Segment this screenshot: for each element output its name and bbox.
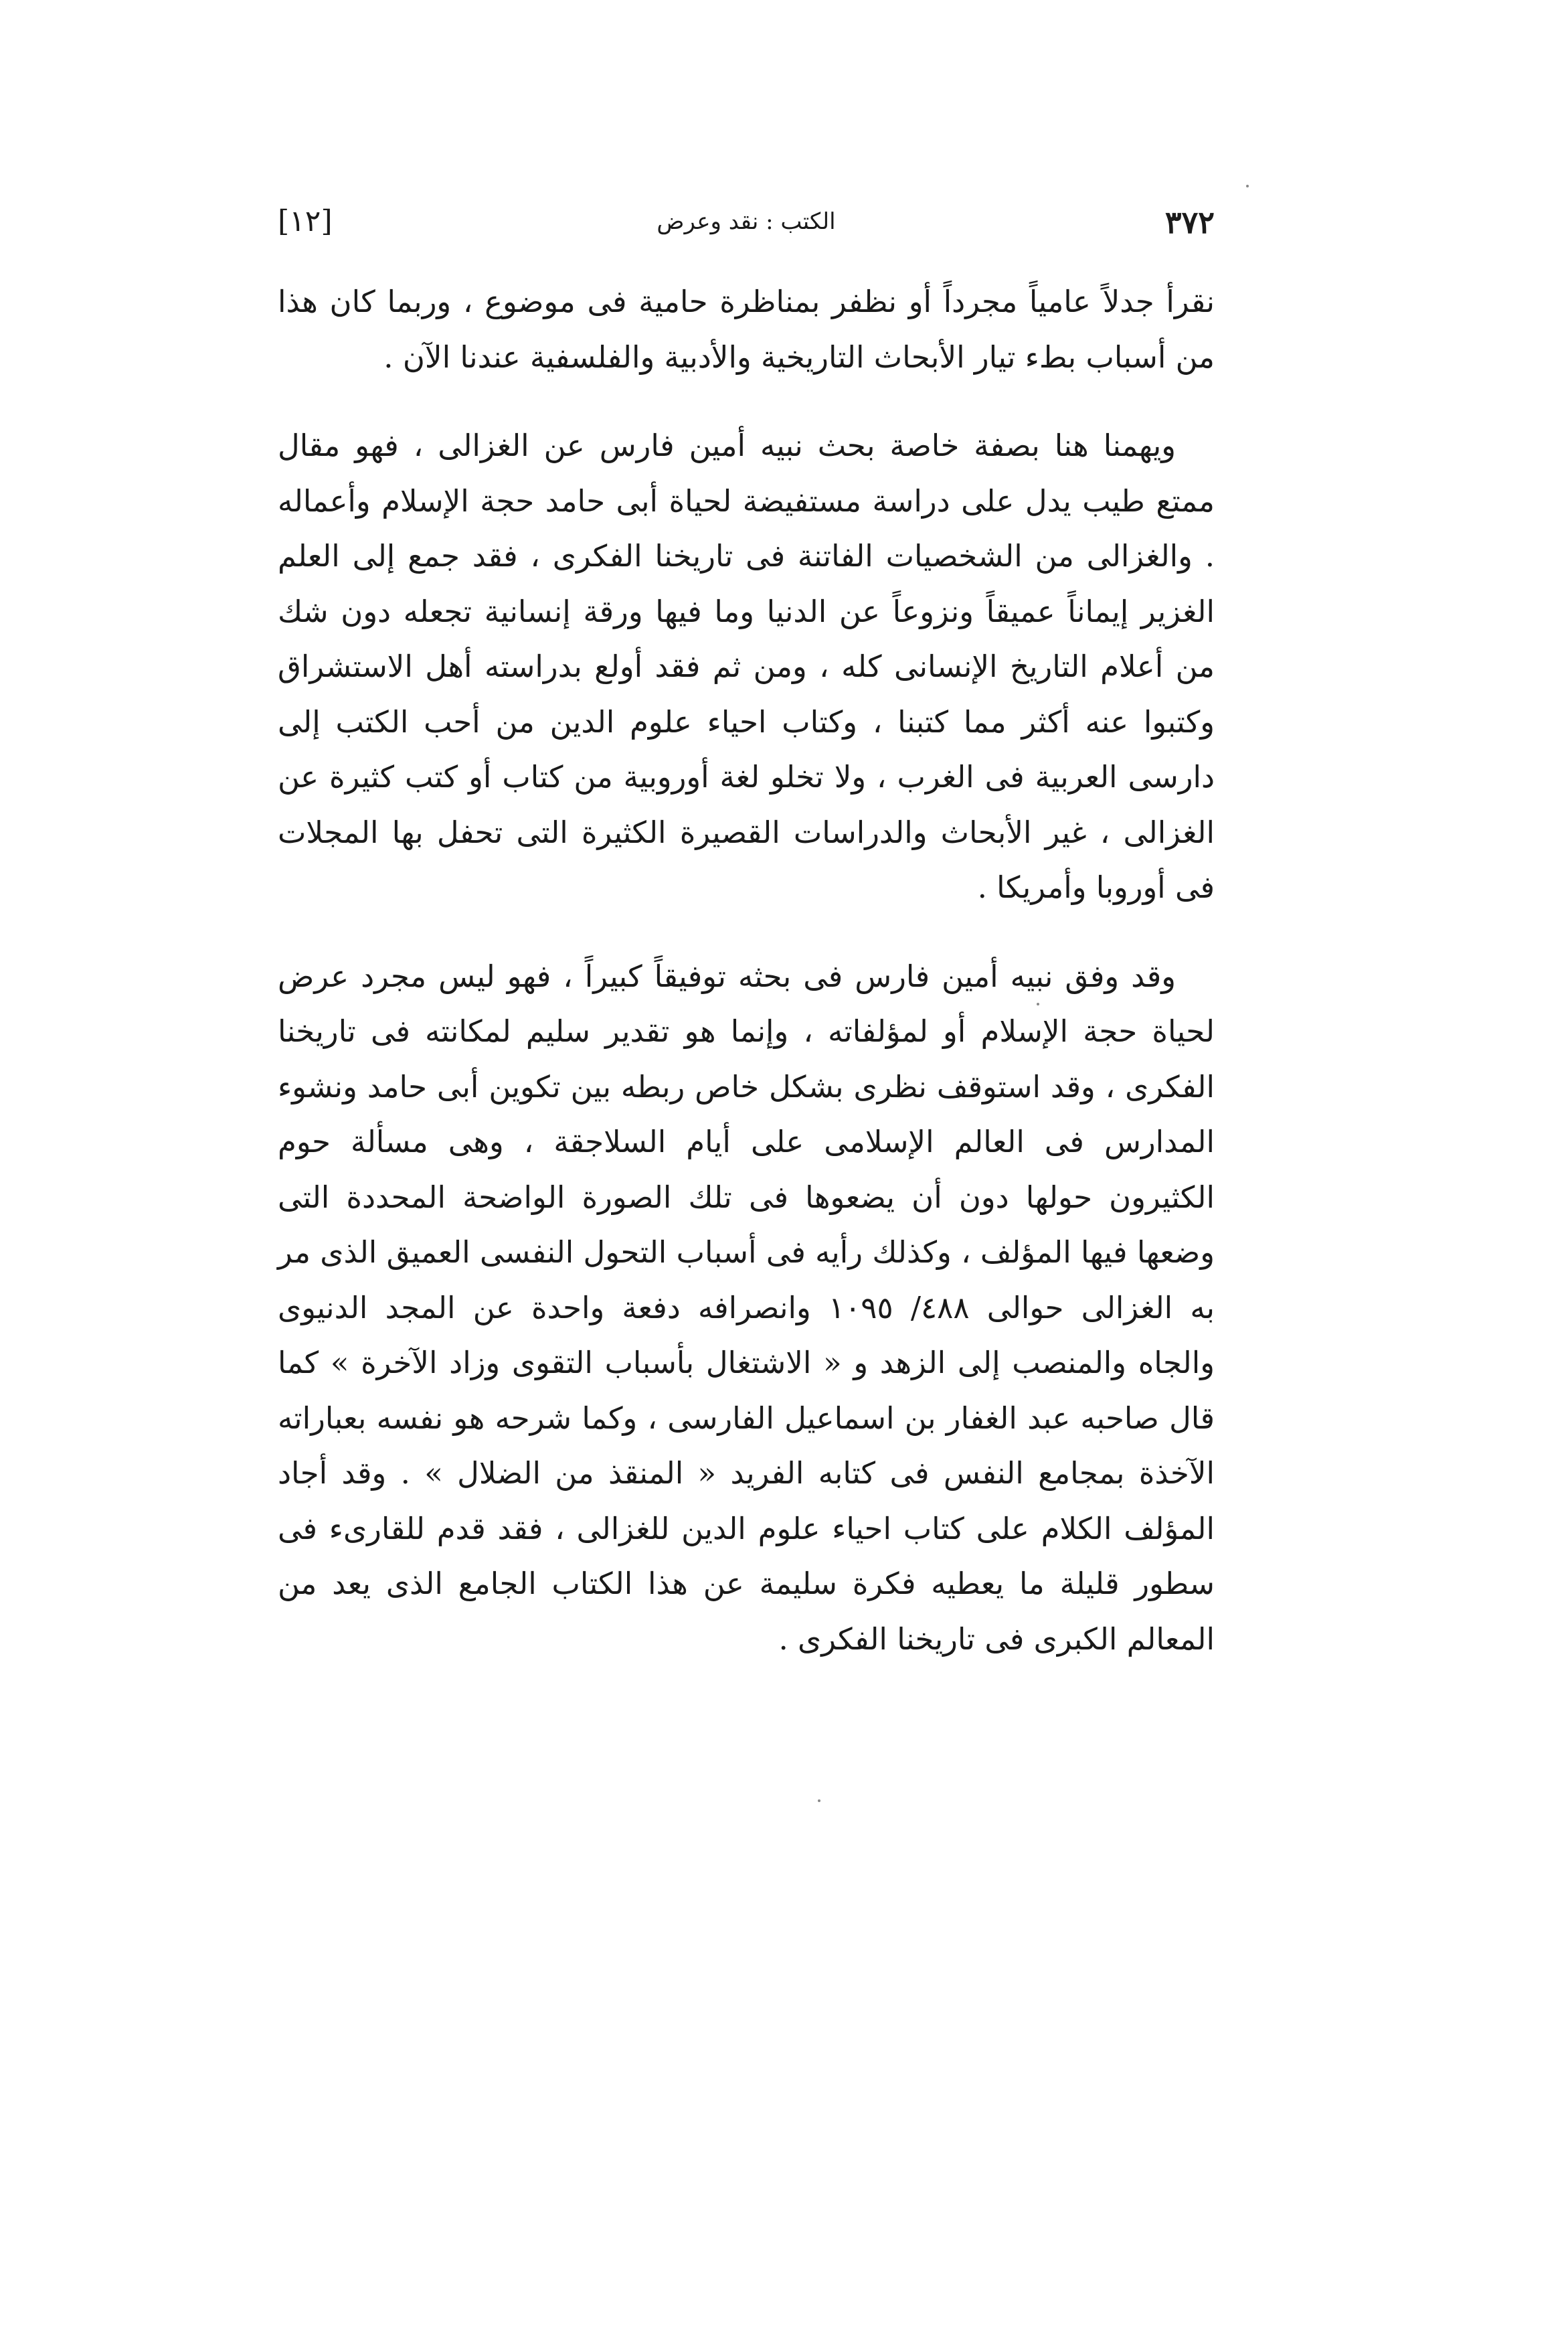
scan-speck — [1037, 1003, 1039, 1005]
running-title: الكتب : نقد وعرض — [657, 208, 836, 235]
page-number: ٣٧٢ — [1164, 204, 1215, 240]
article-body — [278, 274, 1215, 1667]
paragraph-2: ويهمنا هنا بصفة خاصة بحث نبيه أمين فارس عن الغزالى ، فهو مقال ممتع طيب يدل على دراسة مستفيضة لحياة أبى حامد حجة الإسلام وأعماله . والغزالى من الشخصيات الفاتنة فى تاريخنا الفكرى ، فقد جمع إلى العلم الغزير إيماناً عميقاً ونزوعاً عن الدنيا وما فيها ورقة إنسانية تجعله دون شك من أعلام التاريخ الإنسانى كله ، ومن ثم فقد أولع بدراسته أهل الاستشراق وكتبوا عنه أكثر مما كتبنا ، وكتاب احياء علوم الدين من أحب الكتب إلى دارسى العربية فى الغرب ، ولا تخلو لغة أوروبية من كتاب أو كتب كثيرة عن الغزالى ، غير الأبحاث والدراسات القصيرة الكثيرة التى تحفل بها المجلات فى أوروبا وأمريكا . — [278, 428, 1215, 905]
page-header — [278, 204, 1215, 258]
scan-speck — [1246, 185, 1249, 187]
paragraph-1: نقرأ جدلاً عامياً مجرداً أو نظفر بمناظرة حامية فى موضوع ، وربما كان هذا من أسباب بطء تيار الأبحاث التاريخية والأدبية والفلسفية عندنا الآن . — [278, 284, 1215, 375]
paragraph-3: وقد وفق نبيه أمين فارس فى بحثه توفيقاً كبيراً ، فهو ليس مجرد عرض لحياة حجة الإسلام أو لمؤلفاته ، وإنما هو تقدير سليم لمكانته فى تاريخنا الفكرى ، وقد استوقف نظرى بشكل خاص ربطه بين تكوين أبى حامد ونشوء المدارس فى العالم الإسلامى على أيام السلاجقة ، وهى مسألة حوم الكثيرون حولها دون أن يضعوها فى تلك الصورة الواضحة المحددة التى وضعها فيها المؤلف ، وكذلك رأيه فى أسباب التحول النفسى العميق الذى مر به الغزالى حوالى ٤٨٨/ ١٠٩٥ وانصرافه دفعة واحدة عن المجد الدنيوى والجاه والمنصب إلى الزهد و « الاشتغال بأسباب التقوى وزاد الآخرة » كما قال صاحبه عبد الغفار بن اسماعيل الفارسى ، وكما شرحه هو نفسه بعباراته الآخذة بمجامع النفس فى كتابه الفريد « المنقذ من الضلال » . وقد أجاد المؤلف الكلام على كتاب احياء علوم الدين للغزالى ، فقد قدم للقارىء فى سطور قليلة ما يعطيه فكرة سليمة عن هذا الكتاب الجامع الذى يعد من المعالم الكبرى فى تاريخنا الفكرى . — [278, 958, 1215, 1657]
scan-speck — [818, 1799, 820, 1802]
issue-number: [١٢] — [278, 204, 333, 238]
